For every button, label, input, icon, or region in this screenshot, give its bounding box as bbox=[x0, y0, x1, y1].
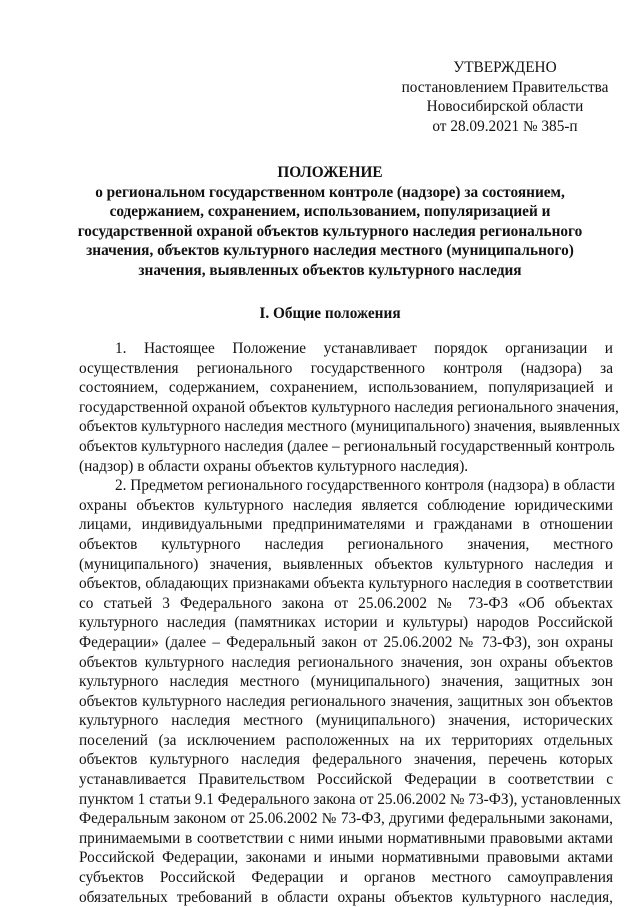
text-line: культурного наследия местного (муниципального) значения, исторических bbox=[79, 712, 613, 730]
approval-line: постановлением Правительства bbox=[401, 78, 609, 96]
text-line: пунктом 1 статьи 9.1 Федерального закона от 25.06.2002 № 73-ФЗ), установленных bbox=[79, 790, 621, 808]
text-line: 1. Настоящее Положение устанавливает порядок организации и bbox=[115, 340, 613, 357]
title-line: значения, объектов культурного наследия местного (муниципального) bbox=[86, 242, 574, 260]
title-line: значения, выявленных объектов культурного наследия bbox=[138, 261, 522, 279]
text-line: (муниципального) значения, выявленных объектов культурного наследия и bbox=[79, 555, 613, 573]
approval-line: УТВЕРЖДЕНО bbox=[453, 59, 557, 76]
approval-line: от 28.09.2021 № 385-п bbox=[432, 117, 578, 135]
title-heading: ПОЛОЖЕНИЕ bbox=[277, 164, 383, 181]
approval-line: Новосибирской области bbox=[426, 98, 584, 116]
text-line: объектов культурного наследия регионального значения, защитных зон объектов bbox=[79, 692, 613, 710]
approval-stamp bbox=[395, 58, 615, 136]
text-line: культурного наследия (памятниках истории и культуры) народов Российской bbox=[79, 614, 613, 632]
text-line: Российской Федерации, законами и иными нормативными правовыми актами bbox=[79, 849, 613, 867]
text-line: Федерации» (далее – Федеральный закон от 25.06.2002 № 73-ФЗ), зон охраны bbox=[79, 633, 613, 651]
paragraph-1 bbox=[79, 339, 621, 476]
text-line: обязательных требований в области охраны объектов культурного наследия, bbox=[79, 888, 613, 906]
document-title bbox=[70, 163, 590, 281]
text-line: объектов культурного наследия местного (муниципального) значения, выявленных bbox=[79, 418, 621, 436]
section-heading: I. Общие положения bbox=[259, 305, 401, 322]
text-line: объектов, обладающих признаками объекта культурного наследия в соответствии bbox=[79, 575, 613, 593]
text-line: Федеральным законом от 25.06.2002 № 73-ФЗ, другими федеральными законами, bbox=[79, 810, 613, 828]
text-line: лицами, индивидуальными предпринимателями и гражданами в отношении bbox=[79, 516, 613, 534]
text-line: государственной охраной объектов культурного наследия регионального значения, bbox=[79, 398, 619, 416]
text-line: объектов культурного наследия (далее – региональный государственный контроль bbox=[79, 437, 615, 455]
text-line: субъектов Российской Федерации и органов местного самоуправления bbox=[79, 869, 613, 887]
text-line: (надзор) в области охраны объектов культурного наследия). bbox=[79, 457, 469, 475]
text-line: со статьей 3 Федерального закона от 25.06.2002 № 73-ФЗ «Об объектах bbox=[79, 594, 613, 612]
text-line: состоянием, содержанием, сохранением, использованием, популяризацией и bbox=[79, 379, 613, 397]
document-body bbox=[79, 339, 621, 907]
text-line: осуществления регионального государственного контроля (надзора) за bbox=[79, 359, 613, 377]
text-line: поселений (за исключением расположенных на их территориях отдельных bbox=[79, 731, 613, 749]
text-line: принимаемыми в соответствии с ними иными нормативными правовыми актами bbox=[79, 829, 613, 847]
text-line: устанавливается Правительством Российской Федерации в соответствии с bbox=[79, 771, 613, 789]
paragraph-2 bbox=[79, 476, 621, 907]
text-line: объектов культурного наследия федерального значения, перечень которых bbox=[79, 751, 613, 769]
text-line: объектов культурного наследия регионального значения, местного bbox=[79, 535, 613, 553]
title-line: содержанием, сохранением, использованием, популяризацией и bbox=[109, 203, 551, 221]
title-line: государственной охраной объектов культурного наследия регионального bbox=[77, 222, 583, 240]
text-line: объектов культурного наследия регионального значения, зон охраны объектов bbox=[79, 653, 613, 671]
text-line: культурного наследия местного (муниципального) значения, защитных зон bbox=[79, 673, 613, 691]
title-line: о региональном государственном контроле (надзоре) за состоянием, bbox=[95, 183, 565, 201]
text-line: 2. Предметом регионального государственного контроля (надзора) в области bbox=[115, 477, 615, 495]
text-line: охраны объектов культурного наследия является соблюдение юридическими bbox=[79, 496, 613, 514]
